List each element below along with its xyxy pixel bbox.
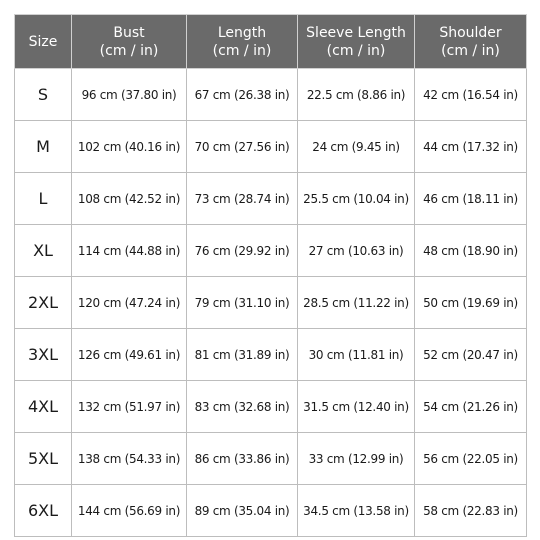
table-row	[15, 121, 527, 173]
header-sleeve-label: Sleeve Length	[306, 24, 406, 41]
bust-cell: 126 cm (49.61 in)	[72, 329, 187, 381]
header-length	[187, 15, 298, 69]
sleeve-cell: 27 cm (10.63 in)	[298, 225, 415, 277]
bust-cell: 96 cm (37.80 in)	[72, 69, 187, 121]
header-shoulder	[415, 15, 527, 69]
bust-cell: 120 cm (47.24 in)	[72, 277, 187, 329]
shoulder-cell: 42 cm (16.54 in)	[415, 69, 527, 121]
header-bust-unit: (cm / in)	[99, 42, 159, 59]
shoulder-cell: 44 cm (17.32 in)	[415, 121, 527, 173]
length-cell: 73 cm (28.74 in)	[187, 173, 298, 225]
table-row	[15, 433, 527, 485]
sleeve-cell: 30 cm (11.81 in)	[298, 329, 415, 381]
sleeve-cell: 33 cm (12.99 in)	[298, 433, 415, 485]
size-cell: XL	[15, 225, 72, 277]
length-cell: 79 cm (31.10 in)	[187, 277, 298, 329]
length-cell: 86 cm (33.86 in)	[187, 433, 298, 485]
length-cell: 70 cm (27.56 in)	[187, 121, 298, 173]
length-cell: 76 cm (29.92 in)	[187, 225, 298, 277]
size-cell: 5XL	[15, 433, 72, 485]
table-row	[15, 225, 527, 277]
size-cell: 3XL	[15, 329, 72, 381]
header-length-label: Length	[217, 24, 267, 41]
sleeve-cell: 28.5 cm (11.22 in)	[298, 277, 415, 329]
header-bust-label: Bust	[113, 24, 145, 41]
size-cell: S	[15, 69, 72, 121]
table-row	[15, 173, 527, 225]
table-row	[15, 277, 527, 329]
header-sleeve-length	[298, 15, 415, 69]
length-cell: 83 cm (32.68 in)	[187, 381, 298, 433]
header-size-label: Size	[28, 33, 58, 50]
header-bust	[72, 15, 187, 69]
size-cell: M	[15, 121, 72, 173]
length-cell: 81 cm (31.89 in)	[187, 329, 298, 381]
shoulder-cell: 52 cm (20.47 in)	[415, 329, 527, 381]
length-cell: 89 cm (35.04 in)	[187, 485, 298, 537]
table-row	[15, 329, 527, 381]
table-row	[15, 381, 527, 433]
shoulder-cell: 50 cm (19.69 in)	[415, 277, 527, 329]
sleeve-cell: 34.5 cm (13.58 in)	[298, 485, 415, 537]
header-size	[15, 15, 72, 69]
header-length-unit: (cm / in)	[212, 42, 272, 59]
sleeve-cell: 22.5 cm (8.86 in)	[298, 69, 415, 121]
length-cell: 67 cm (26.38 in)	[187, 69, 298, 121]
sleeve-cell: 25.5 cm (10.04 in)	[298, 173, 415, 225]
sleeve-cell: 31.5 cm (12.40 in)	[298, 381, 415, 433]
bust-cell: 144 cm (56.69 in)	[72, 485, 187, 537]
header-row	[15, 15, 527, 69]
bust-cell: 114 cm (44.88 in)	[72, 225, 187, 277]
bust-cell: 138 cm (54.33 in)	[72, 433, 187, 485]
shoulder-cell: 58 cm (22.83 in)	[415, 485, 527, 537]
size-chart	[14, 14, 527, 537]
size-table	[14, 14, 527, 537]
header-sleeve-unit: (cm / in)	[326, 42, 386, 59]
shoulder-cell: 54 cm (21.26 in)	[415, 381, 527, 433]
bust-cell: 132 cm (51.97 in)	[72, 381, 187, 433]
bust-cell: 102 cm (40.16 in)	[72, 121, 187, 173]
shoulder-cell: 48 cm (18.90 in)	[415, 225, 527, 277]
size-cell: L	[15, 173, 72, 225]
size-cell: 6XL	[15, 485, 72, 537]
size-cell: 2XL	[15, 277, 72, 329]
sleeve-cell: 24 cm (9.45 in)	[298, 121, 415, 173]
table-row	[15, 69, 527, 121]
size-cell: 4XL	[15, 381, 72, 433]
shoulder-cell: 46 cm (18.11 in)	[415, 173, 527, 225]
bust-cell: 108 cm (42.52 in)	[72, 173, 187, 225]
shoulder-cell: 56 cm (22.05 in)	[415, 433, 527, 485]
table-row	[15, 485, 527, 537]
header-shoulder-unit: (cm / in)	[441, 42, 500, 59]
header-shoulder-label: Shoulder	[439, 24, 502, 41]
